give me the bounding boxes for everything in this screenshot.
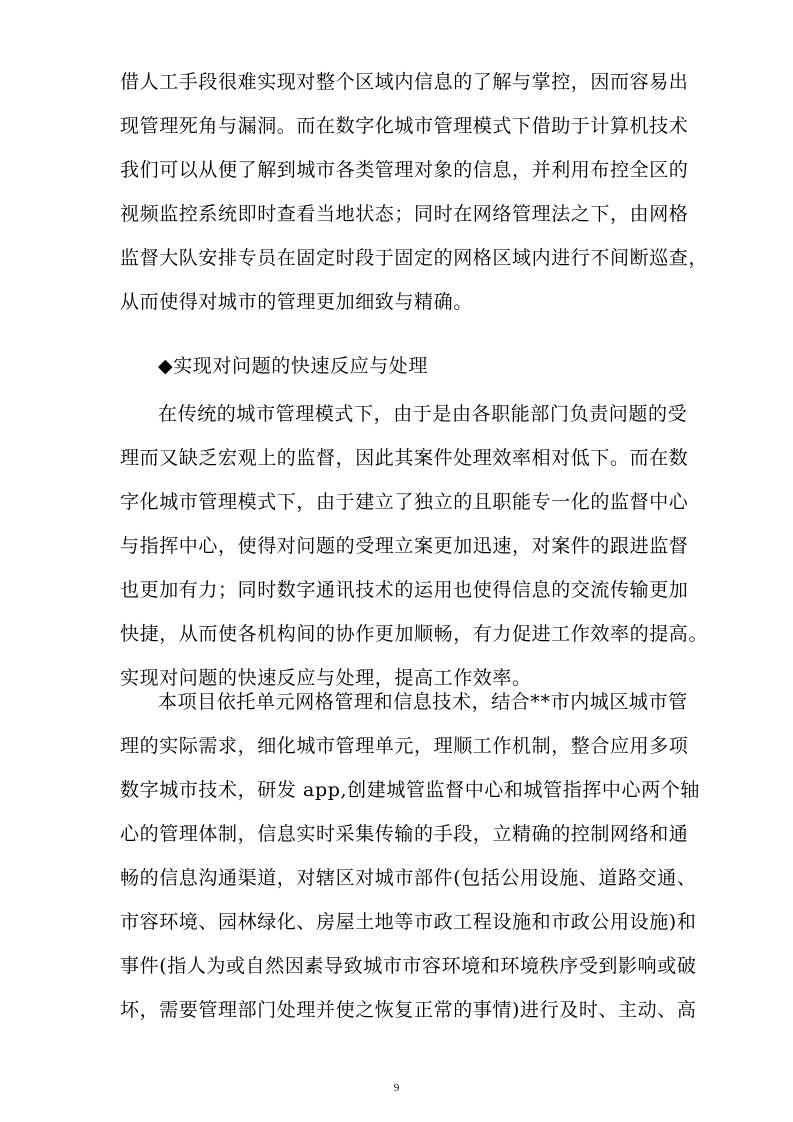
paragraph-line: 借人工手段很难实现对整个区域内信息的了解与掌控，因而容易出 (120, 71, 689, 93)
paragraph-line: 实现对问题的快速反应与处理，提高工作效率。 (120, 667, 532, 689)
paragraph-line: 也更加有力；同时数字通讯技术的运用也使得信息的交流传输更加 (120, 579, 689, 601)
paragraph-line: 我们可以从便了解到城市各类管理对象的信息，并利用布控全区的 (120, 159, 689, 181)
paragraph-line: 从而使得对城市的管理更加细致与精确。 (120, 291, 473, 313)
paragraph-line: 视频监控系统即时查看当地状态；同时在网络管理法之下，由网格 (120, 203, 689, 225)
page-number: 9 (393, 1082, 400, 1094)
section-heading (120, 344, 676, 388)
paragraph-line: 本项目依托单元网格管理和信息技术，结合**市内城区城市管 (158, 691, 688, 713)
paragraph-line: 理而又缺乏宏观上的监督，因此其案件处理效率相对低下。而在数 (120, 447, 689, 469)
paragraph-3 (120, 680, 700, 1032)
paragraph-line: 在传统的城市管理模式下，由于是由各职能部门负责问题的受 (158, 403, 688, 425)
paragraph-2 (120, 392, 709, 700)
paragraph-line: 快捷，从而使各机构间的协作更加顺畅，有力促进工作效率的提高。 (120, 623, 709, 645)
paragraph-line: 数字城市技术，研发 app,创建城管监督中心和城管指挥中心两个轴 (120, 779, 700, 801)
paragraph-line: 事件(指人为或自然因素导致城市市容环境和环境秩序受到影响或破 (120, 955, 697, 977)
paragraph-line: 坏，需要管理部门处理并使之恢复正常的事情)进行及时、主动、高 (120, 999, 697, 1021)
paragraph-line: 心的管理体制，信息实时采集传输的手段，立精确的控制网络和通 (120, 823, 689, 845)
paragraph-line: 与指挥中心，使得对问题的受理立案更加迅速，对案件的跟进监督 (120, 535, 689, 557)
paragraph-line: 现管理死角与漏洞。而在数字化城市管理模式下借助于计算机技术 (120, 115, 689, 137)
paragraph-line: 监督大队安排专员在固定时段于固定的网格区域内进行不间断巡查， (120, 247, 709, 269)
paragraph-line: 市容环境、园林绿化、房屋土地等市政工程设施和市政公用设施)和 (120, 911, 697, 933)
paragraph-line: 字化城市管理模式下，由于建立了独立的且职能专一化的监督中心 (120, 491, 689, 513)
paragraph-line: 理的实际需求，细化城市管理单元，理顺工作机制，整合应用多项 (120, 735, 689, 757)
paragraph-line: 畅的信息沟通渠道，对辖区对城市部件(包括公用设施、道路交通、 (120, 867, 697, 889)
heading-text: ◆实现对问题的快速反应与处理 (158, 355, 429, 377)
paragraph-1 (120, 60, 709, 324)
